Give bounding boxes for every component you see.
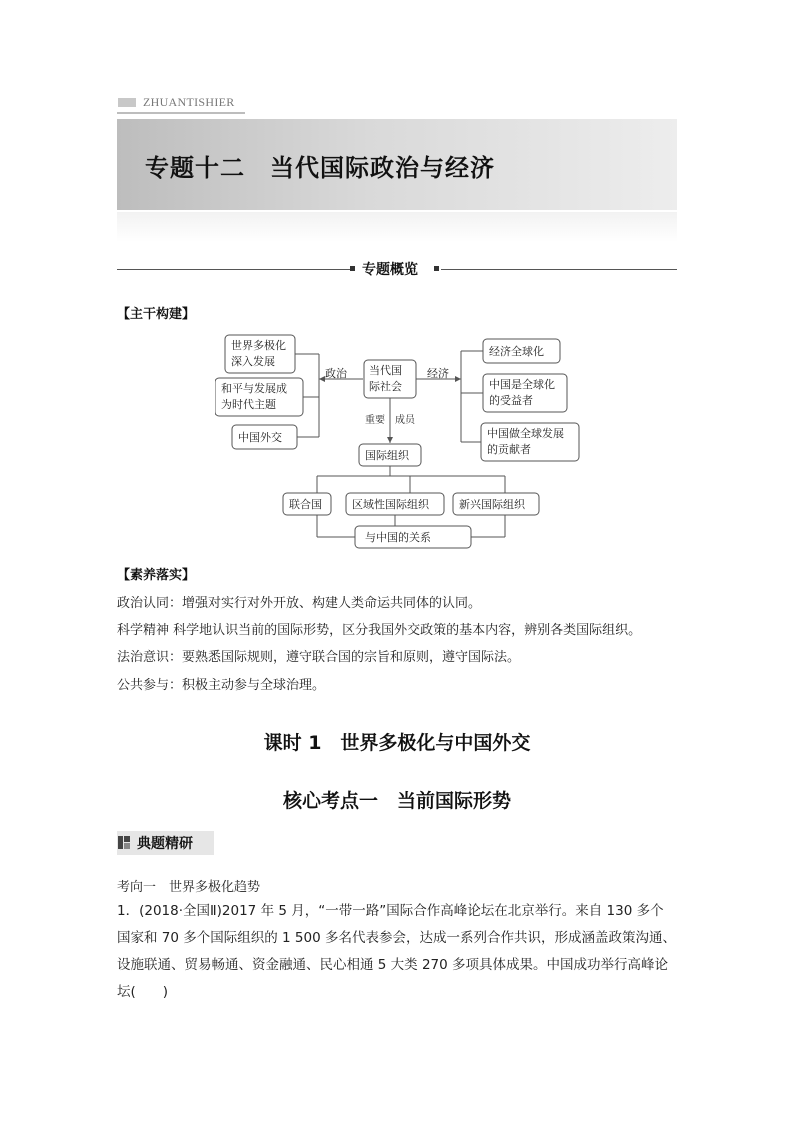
question-direction: 考向一 世界多极化趋势 (117, 880, 261, 895)
node-relation-text: 与中国的关系 (365, 531, 431, 544)
overview-title: 专题概览 (362, 262, 418, 278)
node-org-text: 国际组织 (365, 449, 409, 462)
literacy-item-participation: 公共参与：积极主动参与全球治理。 (117, 678, 326, 693)
section-label: 典题精研 (137, 836, 193, 852)
node-center-line2: 际社会 (369, 380, 402, 393)
arrow-member-label-1: 重要 (365, 415, 385, 426)
concept-diagram (215, 330, 585, 554)
question-line-1: 1．(2018·全国Ⅱ)2017 年 5 月，“一带一路”国际合作高峰论坛在北京举行。来自 130 多个 (117, 903, 664, 919)
node-center-line1: 当代国 (369, 364, 402, 377)
main-structure-label: 【主干构建】 (117, 307, 196, 322)
chapter-title: 专题十二 当代国际政治与经济 (145, 154, 495, 182)
book-icon (118, 836, 130, 849)
question-line-2: 国家和 70 多个国际组织的 1 500 多名代表参会，达成一系列合作共识，形成涵盖政策沟通、 (117, 930, 676, 946)
lesson-title: 课时 1 世界多极化与中国外交 (263, 732, 531, 754)
node-contributor-line1: 中国做全球发展 (487, 427, 564, 440)
node-multipolar-line2: 深入发展 (231, 355, 275, 368)
arrow-economy-label: 经济 (427, 367, 449, 380)
literacy-item-law: 法治意识：要熟悉国际规则，遵守联合国的宗旨和原则，遵守国际法。 (117, 650, 521, 665)
node-peace-line1: 和平与发展成 (221, 382, 287, 395)
overview-dot-right (434, 266, 439, 271)
arrow-member-label-2: 成员 (395, 415, 415, 426)
literacy-label: 【素养落实】 (117, 568, 196, 583)
node-contributor-line2: 的贡献者 (487, 443, 531, 456)
header-underline (117, 112, 245, 114)
literacy-item-political: 政治认同：增强对实行对外开放、构建人类命运共同体的认同。 (117, 596, 482, 611)
overview-line-left (117, 269, 350, 270)
node-un-text: 联合国 (289, 498, 322, 511)
node-globalization-text: 经济全球化 (489, 345, 544, 358)
literacy-item-science: 科学精神 科学地认识当前的国际形势，区分我国外交政策的基本内容，辨别各类国际组织。 (117, 623, 642, 638)
overview-line-right (441, 269, 677, 270)
arrow-politics-label: 政治 (325, 367, 347, 380)
node-beneficiary-line1: 中国是全球化 (489, 378, 555, 391)
header-square-decoration (118, 98, 136, 107)
banner-shadow (117, 212, 677, 242)
question-line-4: 坛( ) (117, 984, 169, 1000)
question-line-3: 设施联通、贸易畅通、资金融通、民心相通 5 大类 270 多项具体成果。中国成功举行高峰论 (117, 957, 669, 973)
node-diplomacy-text: 中国外交 (238, 431, 282, 444)
node-regional-text: 区域性国际组织 (352, 498, 429, 511)
node-emerging-text: 新兴国际组织 (459, 498, 525, 511)
node-multipolar-line1: 世界多极化 (231, 339, 286, 352)
overview-dot-left (350, 266, 355, 271)
node-beneficiary-line2: 的受益者 (489, 394, 533, 407)
node-peace-line2: 为时代主题 (221, 398, 276, 411)
core-point-title: 核心考点一 当前国际形势 (282, 790, 511, 812)
header-pinyin: ZHUANTISHIER (143, 95, 235, 109)
